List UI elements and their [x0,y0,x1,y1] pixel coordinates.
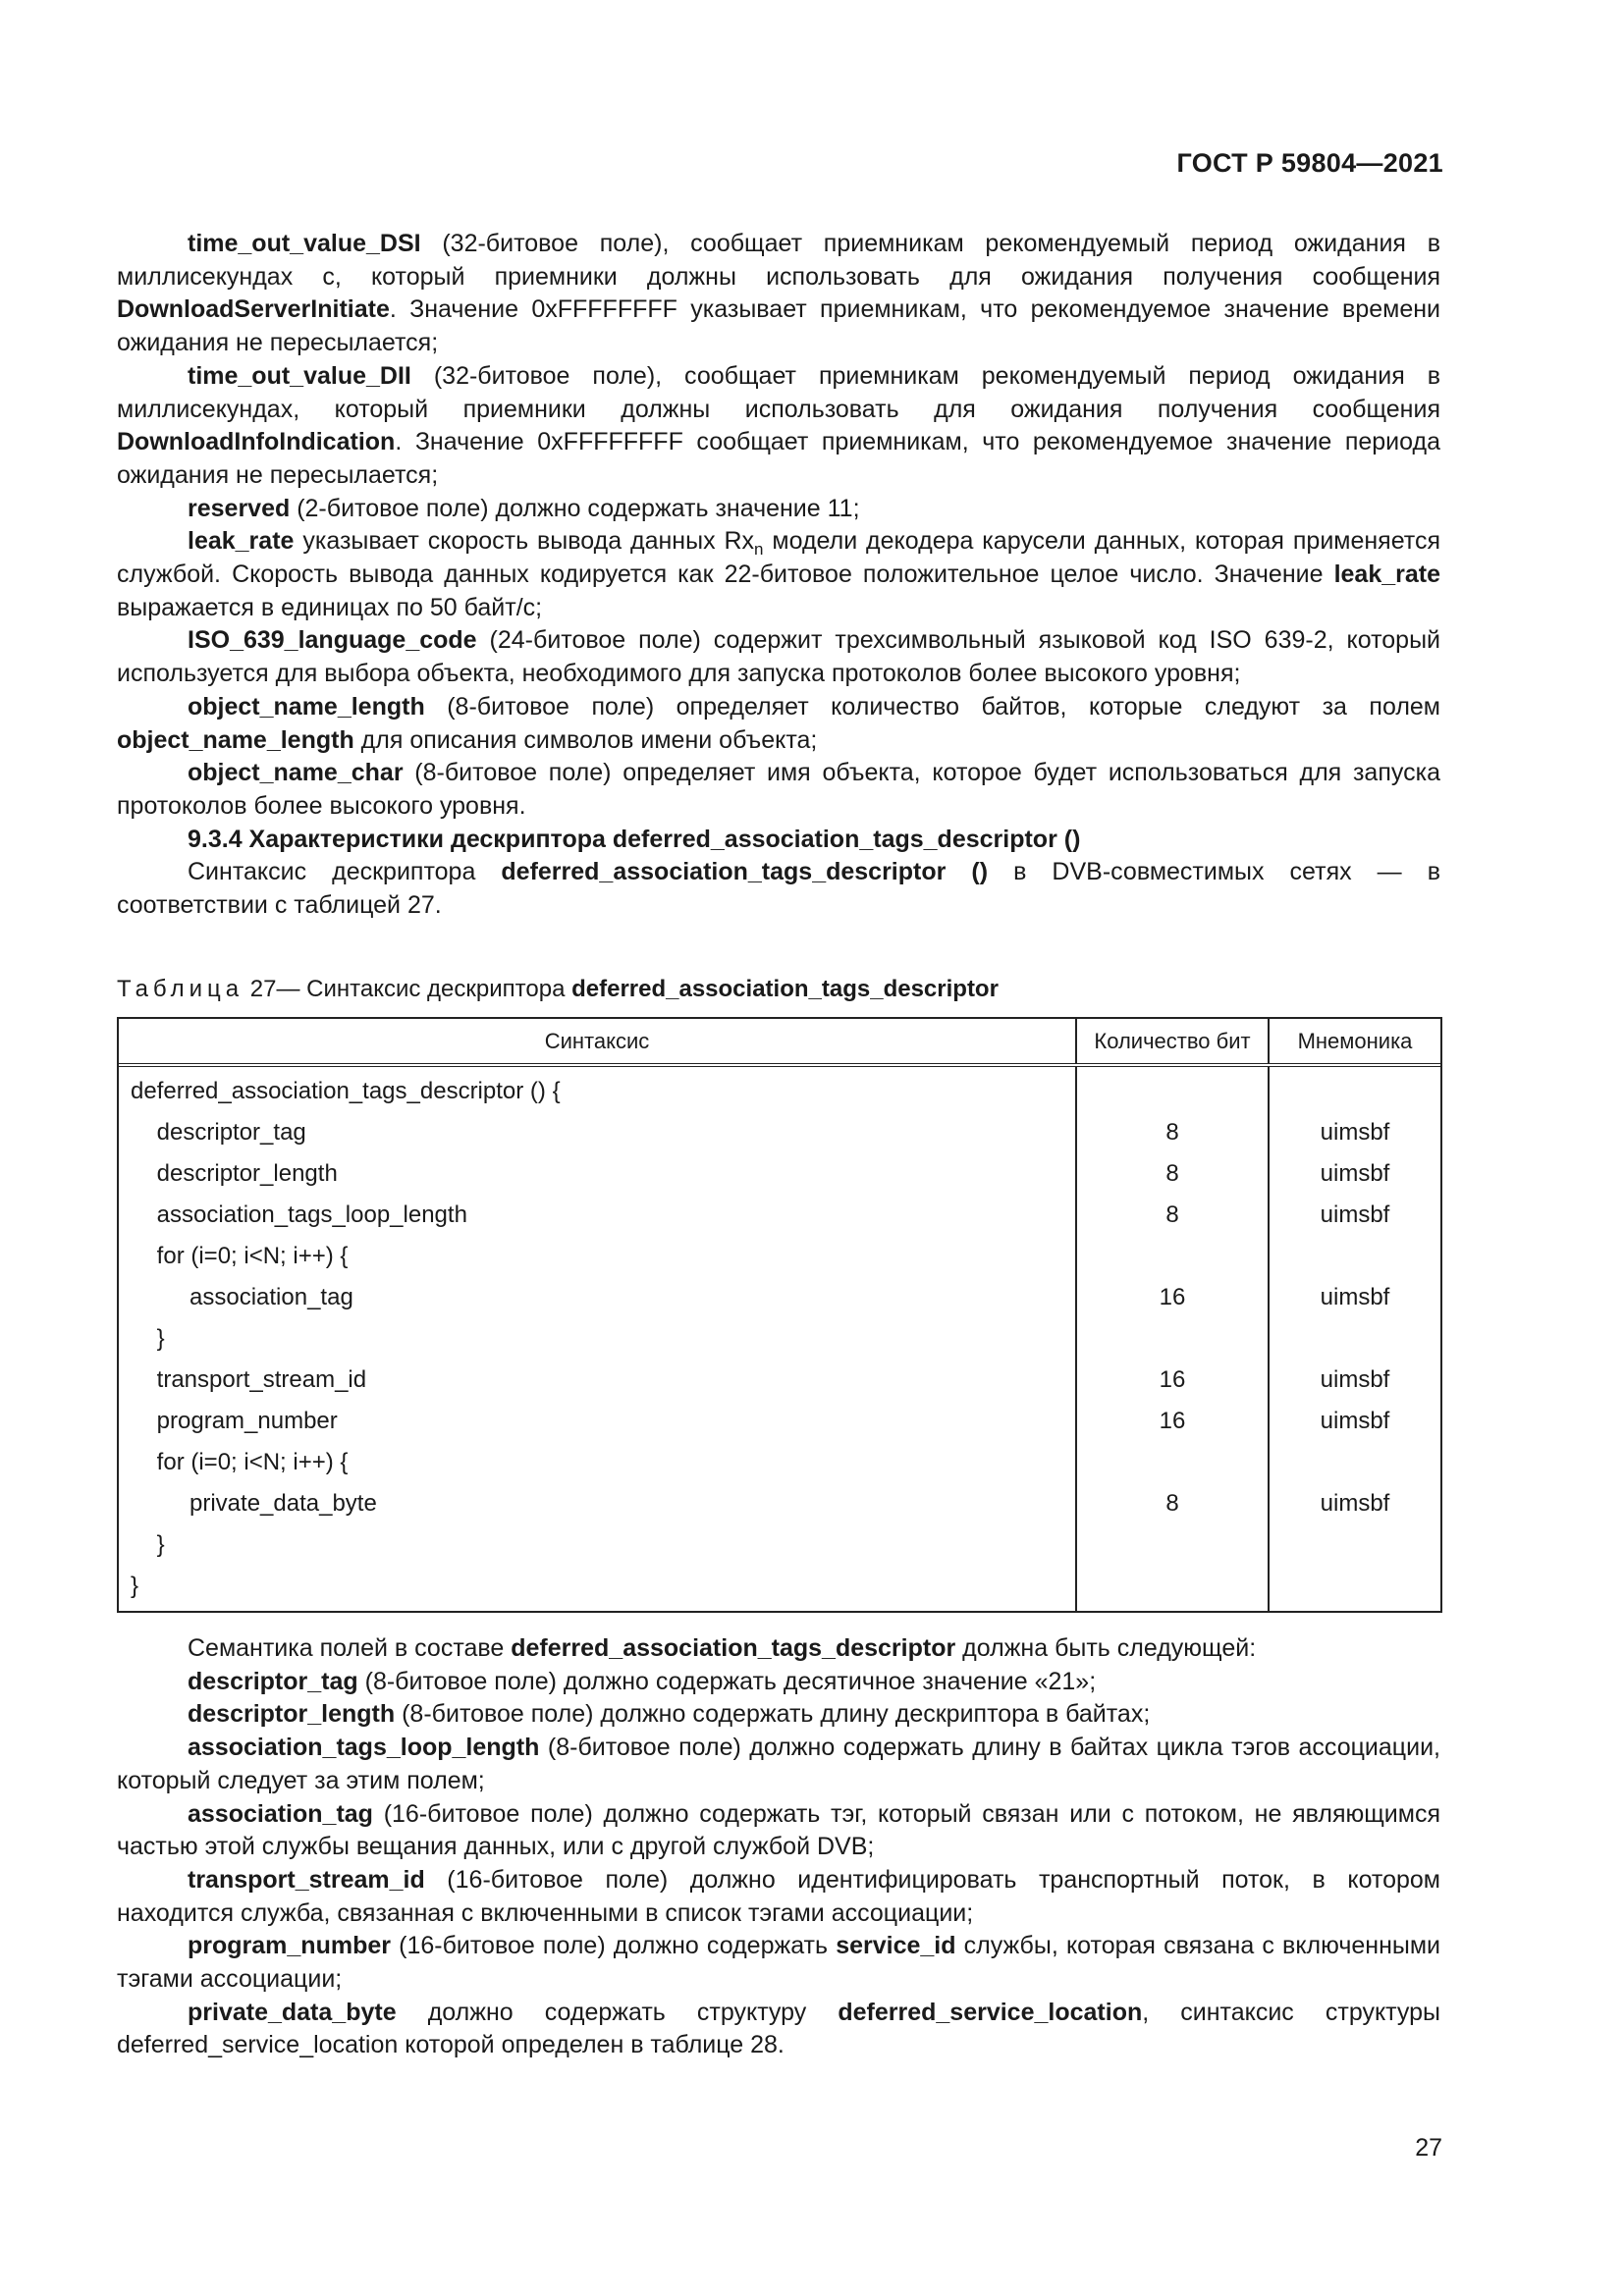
bits-cell: 8 [1165,1160,1179,1187]
field-paragraph: association_tags_loop_length (8-битовое поле) должно содержать длину в байтах цикла тэгов ассоциации, который следует за этим полем; [117,1734,1440,1794]
field-paragraph: association_tag (16-битовое поле) должно содержать тэг, который связан или с потоком, не являющимся частью этой службы вещания данных, или с другой службой DVB; [117,1799,1440,1861]
field-paragraph: time_out_value_DII (32-битовое поле), сообщает приемникам рекомендуемый период ожидания в миллисекундах, который приемники должны использовать для ожидания получения сообщения DownloadInfoIndication. Значение 0xFFFFFFFF сообщает приемникам, что рекомендуемое значение периода ожидания не пересылается; [117,361,1440,489]
bits-cell: 8 [1165,1119,1179,1146]
field-paragraph: ISO_639_language_code (24-битовое поле) содержит трехсимвольный языковой код ISO 639-2, который используется для выбора объекта, необходимого для запуска протоколов более высокого уровня; [117,626,1440,688]
mnemonic-column [1270,1067,1440,1611]
syntax-table [117,1017,1442,1613]
field-paragraph: transport_stream_id (16-битовое поле) должно идентифицировать транспортный поток, в котором находится служба, связанная с включенными в список тэгами ассоциации; [117,1865,1440,1927]
bits-cell [1077,1566,1268,1607]
mnemonic-cell: uimsbf [1320,1119,1390,1146]
header-bits: Количество бит [1077,1019,1270,1063]
field-paragraph: descriptor_length (8-битовое поле) должно содержать длину дескриптора в байтах; [188,1700,1151,1729]
mnemonic-cell: uimsbf [1320,1408,1390,1434]
syntax-cell: association_tags_loop_length [131,1201,467,1228]
syntax-cell: for (i=0; i<N; i++) { [131,1449,349,1475]
mnemonic-cell [1270,1071,1440,1112]
mnemonic-cell: uimsbf [1320,1160,1390,1187]
mnemonic-cell [1270,1236,1440,1277]
bits-cell [1077,1318,1268,1360]
field-paragraph: private_data_byte должно содержать структуру deferred_service_location, синтаксис структуры deferred_service_location которой определен в таблице 28. [117,1998,1440,2059]
syntax-cell: descriptor_tag [131,1119,306,1146]
syntax-cell: program_number [131,1408,338,1434]
table-caption: Таблица 27— Синтаксис дескриптора deferred_association_tags_descriptor [117,976,999,1002]
mnemonic-cell [1270,1442,1440,1483]
bits-cell: 16 [1159,1284,1186,1310]
bits-cell: 16 [1159,1408,1186,1434]
bits-cell [1077,1236,1268,1277]
field-paragraph: time_out_value_DSI (32-битовое поле), сообщает приемникам рекомендуемый период ожидания в миллисекундах с, который приемники должны использовать для ожидания получения сообщения DownloadServerInitiate. Значение 0xFFFFFFFF указывает приемникам, что рекомендуемое значение времени ожидания не пересылается; [117,230,1440,357]
field-paragraph: reserved (2-битовое поле) должно содержать значение 11; [188,494,860,522]
mnemonic-cell [1270,1566,1440,1607]
syntax-cell: } [131,1573,139,1599]
bits-cell [1077,1524,1268,1566]
mnemonic-cell: uimsbf [1320,1490,1390,1517]
field-paragraph: descriptor_tag (8-битовое поле) должно содержать десятичное значение «21»; [188,1667,1097,1695]
mnemonic-cell: uimsbf [1320,1366,1390,1393]
syntax-cell: descriptor_length [131,1160,338,1187]
syntax-cell: association_tag [131,1284,353,1310]
section-heading: 9.3.4 Характеристики дескриптора deferred_association_tags_descriptor () [188,825,1081,853]
bits-cell [1077,1442,1268,1483]
bits-column [1077,1067,1270,1611]
field-paragraph: object_name_char (8-битовое поле) определяет имя объекта, которое будет использоваться для запуска протоколов более высокого уровня. [117,759,1440,820]
mnemonic-cell: uimsbf [1320,1284,1390,1310]
semantics-intro: Семантика полей в составе deferred_association_tags_descriptor должна быть следующей: [188,1634,1257,1662]
mnemonic-cell [1270,1524,1440,1566]
field-paragraph: program_number (16-битовое поле) должно содержать service_id службы, которая связана с включенными тэгами ассоциации; [117,1932,1440,1994]
bits-cell: 8 [1165,1201,1179,1228]
page-number: 27 [1415,2134,1442,2162]
field-paragraph: leak_rate указывает скорость вывода данных $Rx_n$ модели декодера карусели данных, которая применяется службой. Скорость вывода данных кодируется как 22-битовое положительное целое число. Значение leak_rate выражается в единицах по 50 байт/с; [117,527,1440,621]
syntax-cell: for (i=0; i<N; i++) { [131,1243,349,1269]
syntax-column [119,1067,1077,1611]
table-body [119,1067,1440,1611]
bits-cell: 8 [1165,1490,1179,1517]
syntax-cell: } [131,1325,165,1352]
bits-cell: 16 [1159,1366,1186,1393]
field-descriptions-top [117,228,1440,923]
mnemonic-cell: uimsbf [1320,1201,1390,1228]
syntax-cell: } [131,1531,165,1558]
syntax-cell: deferred_association_tags_descriptor () { [131,1078,561,1104]
section-intro: Синтаксис дескриптора deferred_association_tags_descriptor () в DVB-совместимых сетях — в соответствии с таблицей 27. [117,858,1440,920]
bits-cell [1077,1071,1268,1112]
header-mnemonic: Мнемоника [1297,1028,1413,1053]
field-paragraph: object_name_length (8-битовое поле) определяет количество байтов, которые следуют за полем object_name_length для описания символов имени объекта; [117,692,1440,754]
syntax-cell: transport_stream_id [131,1366,367,1393]
table-header-row [119,1019,1440,1067]
header-syntax: Синтаксис [119,1019,1077,1063]
field-semantics [117,1632,1440,2062]
syntax-cell: private_data_byte [131,1490,377,1517]
document-code: ГОСТ Р 59804—2021 [1176,148,1443,178]
mnemonic-cell [1270,1318,1440,1360]
